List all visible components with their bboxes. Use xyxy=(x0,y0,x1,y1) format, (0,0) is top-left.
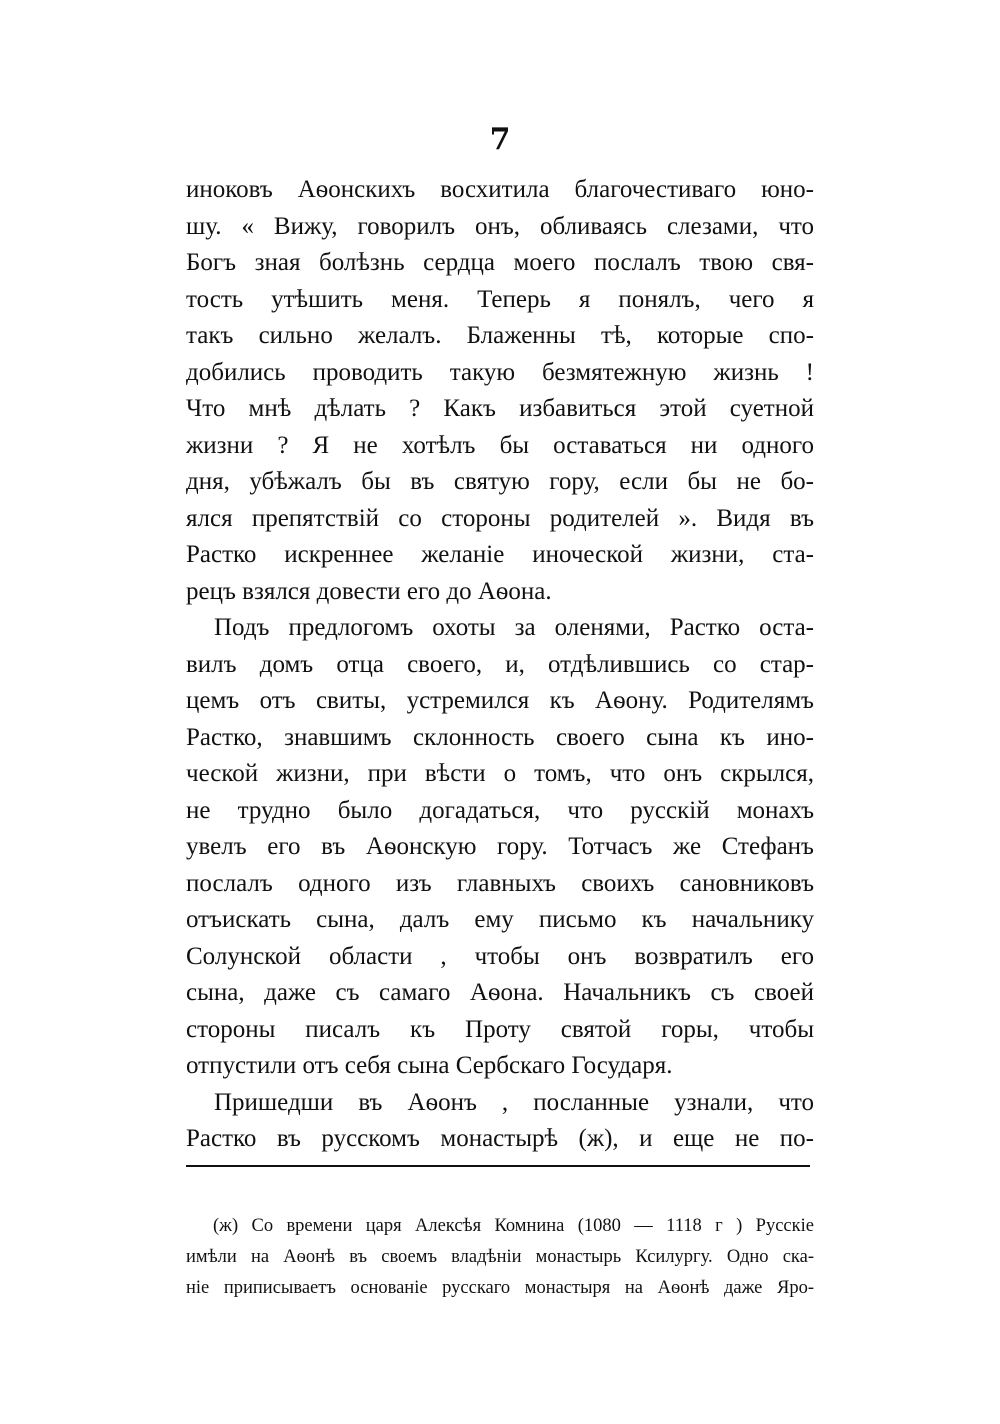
text-line: такъ сильно желалъ. Блаженны тѣ, которые спо- xyxy=(186,322,814,349)
text-line: Растко, знавшимъ склонность своего сына къ ино- xyxy=(186,723,814,751)
footnote-line: ніе приписываетъ основаніе русскаго монастыря на Аѳонѣ даже Яро- xyxy=(186,1278,814,1298)
text-line: стороны писалъ къ Проту святой горы, чтобы xyxy=(186,1015,814,1043)
text-line: ческой жизни, при вѣсти о томъ, что онъ скрылся, xyxy=(186,760,814,787)
text-line: Растко искреннее желаніе иноческой жизни, ста- xyxy=(186,541,814,568)
footnote-divider xyxy=(186,1165,810,1167)
page-number: 7 xyxy=(489,122,511,157)
text-line: добились проводить такую безмятежную жизнь ! xyxy=(186,358,814,386)
body-text xyxy=(186,172,814,1158)
text-line: Подъ предлогомъ охоты за оленями, Растко оста- xyxy=(214,614,814,641)
text-line: вилъ домъ отца своего, и, отдѣлившись со стар- xyxy=(186,650,814,678)
text-line: Пришедши въ Аѳонъ , посланные узнали, что xyxy=(214,1088,814,1116)
text-line: дня, убѣжалъ бы въ святую гору, если бы не бо- xyxy=(186,468,814,495)
text-line: шу. « Вижу, говорилъ онъ, обливаясь слезами, что xyxy=(186,212,814,240)
text-line: сына, даже съ самаго Аѳона. Начальникъ съ своей xyxy=(186,979,814,1006)
text-line: Богъ зная болѣзнь сердца моего послалъ твою свя- xyxy=(186,249,814,276)
text-line: Солунской области , чтобы онъ возвратилъ его xyxy=(186,942,814,970)
footnote-line: имѣли на Аѳонѣ въ своемъ владѣніи монастырь Ксилургу. Одно ска- xyxy=(186,1247,814,1267)
text-line: иноковъ Аѳонскихъ восхитила благочестиваго юно- xyxy=(186,176,814,203)
text-line: отъискать сына, далъ ему письмо къ начальнику xyxy=(186,906,814,933)
text-line: не трудно было догадаться, что русскій монахъ xyxy=(186,796,814,824)
text-line: ялся препятствій со стороны родителей ». Видя въ xyxy=(186,504,814,532)
text-line: Что мнѣ дѣлать ? Какъ избавиться этой суетной xyxy=(186,395,814,422)
text-line: увелъ его въ Аѳонскую гору. Тотчасъ же Стефанъ xyxy=(186,833,814,860)
footnote xyxy=(186,1211,814,1304)
text-line: послалъ одного изъ главныхъ своихъ сановниковъ xyxy=(186,869,814,897)
text-line: цемъ отъ свиты, устремился къ Аѳону. Родителямъ xyxy=(186,687,814,714)
footnote-line: (ж) Со времени царя Алексѣя Комнина (1080 — 1118 г ) Русскіе xyxy=(213,1216,814,1236)
text-line: отпустили отъ себя сына Сербскаго Государя. xyxy=(186,1052,673,1079)
text-line: Растко въ русскомъ монастырѣ (ж), и еще не по- xyxy=(186,1125,814,1152)
text-line: рецъ взялся довести его до Аѳона. xyxy=(186,577,552,605)
text-line: тость утѣшить меня. Теперь я понялъ, чего я xyxy=(186,285,814,313)
text-line: жизни ? Я не хотѣлъ бы оставаться ни одного xyxy=(186,431,814,459)
